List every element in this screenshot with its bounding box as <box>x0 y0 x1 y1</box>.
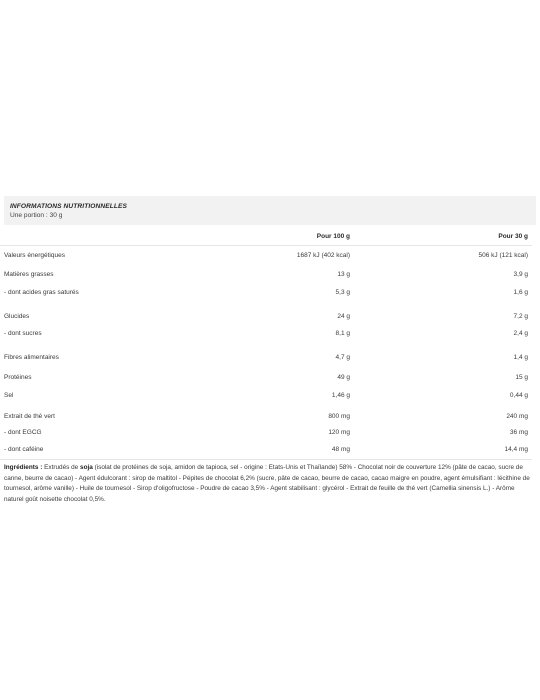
table-row <box>0 269 532 281</box>
ingredients-text-part1: Extrudés de <box>42 464 81 471</box>
row-value-per-30g: 36 mg <box>509 429 528 436</box>
row-value-per-30g: 15 g <box>515 374 528 381</box>
row-label: - dont sucres <box>4 330 42 337</box>
panel-title: INFORMATIONS NUTRITIONNELLES <box>10 203 127 210</box>
row-value-per-100g: 1687 kJ (402 kcal) <box>296 252 350 259</box>
table-row <box>0 390 532 402</box>
row-value-per-30g: 0,44 g <box>509 392 528 399</box>
row-label: - dont caféine <box>4 446 44 453</box>
ingredients-text <box>4 463 532 505</box>
portion-size: Une portion : 30 g <box>10 212 63 219</box>
row-value-per-30g: 14,4 mg <box>504 446 528 453</box>
row-value-per-100g: 8,1 g <box>335 330 350 337</box>
nutrition-panel <box>4 196 536 225</box>
row-label: - dont EGCG <box>4 429 42 436</box>
column-header-per-30g: Pour 30 g <box>498 233 528 240</box>
row-value-per-30g: 1,4 g <box>513 354 528 361</box>
table-header-row <box>0 231 532 243</box>
row-value-per-100g: 1,46 g <box>331 392 350 399</box>
row-value-per-100g: 48 mg <box>331 446 350 453</box>
table-row <box>0 372 532 384</box>
table-row <box>0 444 532 456</box>
row-label: Extrait de thé vert <box>4 413 55 420</box>
row-value-per-100g: 13 g <box>337 271 350 278</box>
table-row <box>0 411 532 423</box>
table-row <box>0 427 532 439</box>
row-value-per-100g: 4,7 g <box>335 354 350 361</box>
header-divider <box>0 245 532 246</box>
row-value-per-30g: 240 mg <box>506 413 528 420</box>
ingredients-allergen-soja: soja <box>80 464 93 471</box>
row-value-per-30g: 7,2 g <box>513 313 528 320</box>
table-bottom-divider <box>0 459 532 460</box>
table-row <box>0 352 532 364</box>
row-label: - dont acides gras saturés <box>4 289 79 296</box>
ingredients-text-part2: (isolat de protéines de soja, amidon de tapioca, sel - origine : Etats-Unis et Thaïlande) 58% - Chocolat noir de couverture 12% (pâte de cacao, sucre de canne, beurre de cacao) - Agent édulcorant : sirop de maltitol - Pépites de chocolat 6,2% (sucre, pâte de cacao, beurre de cacao, cacao maigre en poudre, agent émulsifiant : lécithine de tournesol, arôme vanille) - Huile de tournesol - Sirop d'oligofructose - Poudre de cacao 3,5% - Agent stabilisant : glycérol - Extrait de feuille de thé vert (Camellia sinensis L.) - Arôme naturel goût noisette chocolat 0,5%. <box>4 464 530 503</box>
row-value-per-30g: 506 kJ (121 kcal) <box>478 252 528 259</box>
row-value-per-30g: 1,6 g <box>513 289 528 296</box>
row-label: Sel <box>4 392 14 399</box>
table-row <box>0 328 532 340</box>
row-value-per-100g: 24 g <box>337 313 350 320</box>
row-label: Fibres alimentaires <box>4 354 59 361</box>
column-header-per-100g: Pour 100 g <box>316 233 350 240</box>
table-row <box>0 250 532 262</box>
nutrition-panel-header <box>4 196 536 225</box>
ingredients-label: Ingrédients : <box>4 464 43 471</box>
row-label: Glucides <box>4 313 30 320</box>
row-value-per-30g: 3,9 g <box>513 271 528 278</box>
row-label: Valeurs énergétiques <box>4 252 65 259</box>
row-value-per-100g: 49 g <box>337 374 350 381</box>
row-value-per-100g: 120 mg <box>328 429 350 436</box>
row-value-per-100g: 800 mg <box>328 413 350 420</box>
row-label: Protéines <box>4 374 32 381</box>
row-value-per-100g: 5,3 g <box>335 289 350 296</box>
row-label: Matières grasses <box>4 271 54 278</box>
table-row <box>0 311 532 323</box>
row-value-per-30g: 2,4 g <box>513 330 528 337</box>
table-row <box>0 287 532 299</box>
